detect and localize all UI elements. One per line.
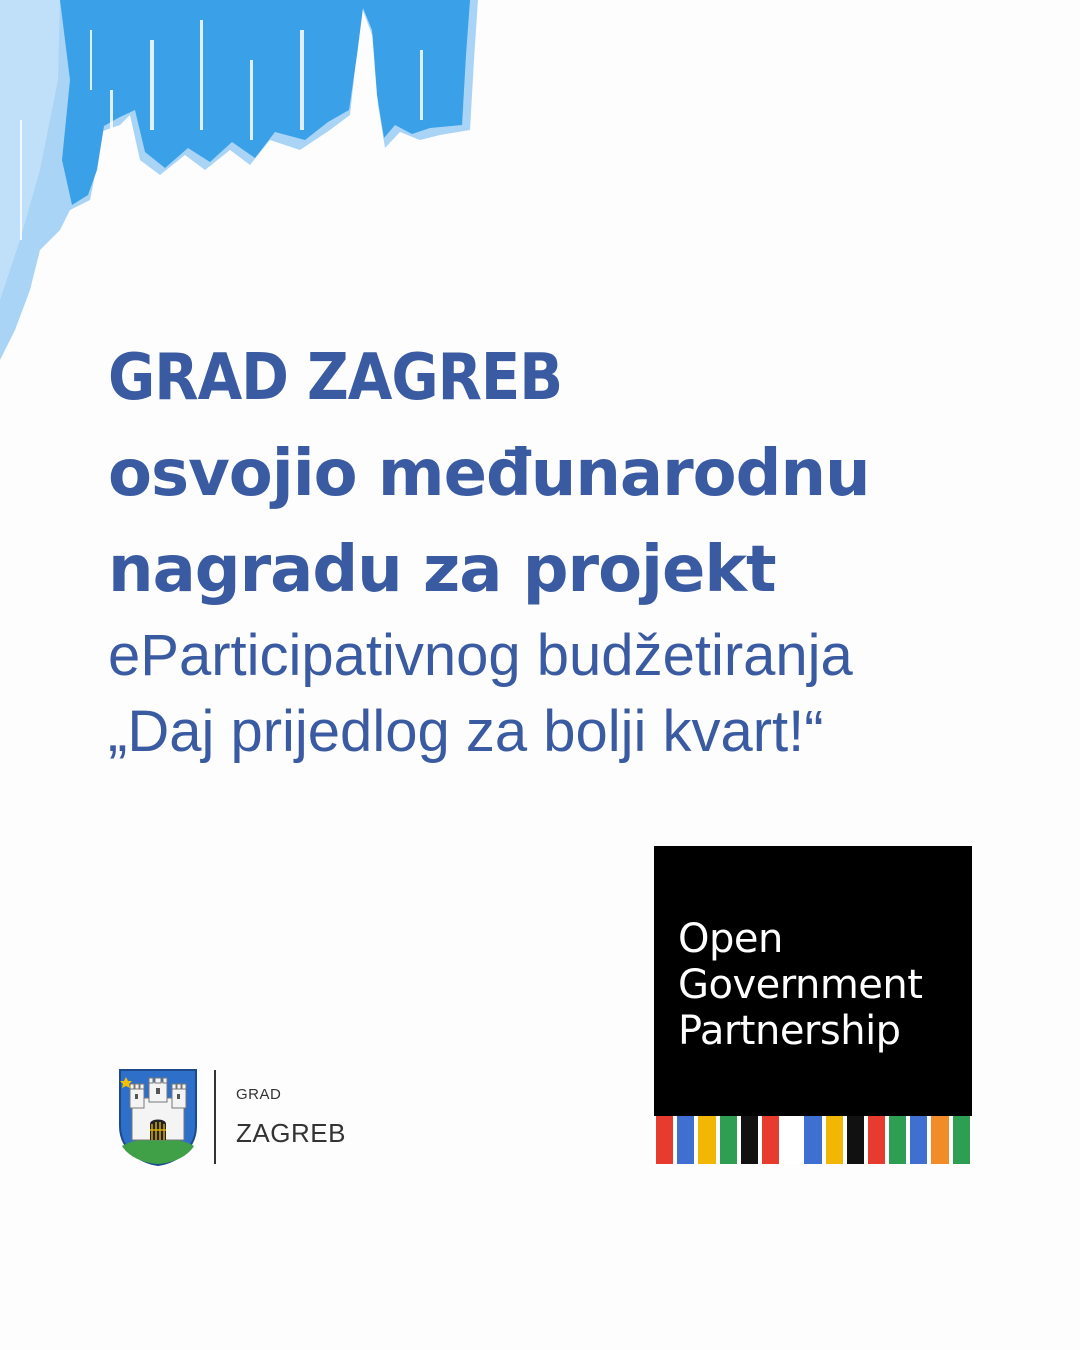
ogp-stripe [910,1116,927,1164]
logo-divider [214,1070,216,1164]
zagreb-coat-of-arms-icon [118,1068,198,1166]
city-of-zagreb-logo [118,1068,378,1168]
headline-line-3: nagradu za projekt [108,533,776,607]
city-logo-big-text: ZAGREB [236,1118,346,1148]
ogp-logo-line-1: Open [678,916,783,962]
ogp-stripe [953,1116,970,1164]
headline-line-2: osvojio međunarodnu [108,437,870,511]
ogp-stripe [847,1116,864,1164]
ogp-stripe [741,1116,758,1164]
ogp-logo-stripes [654,1116,972,1164]
headline-line-5: „Daj prijedlog za bolji kvart!“ [108,699,824,764]
ogp-stripe [931,1116,948,1164]
ogp-logo-text [678,916,922,1054]
ogp-stripe [762,1116,779,1164]
ogp-stripe [804,1116,821,1164]
headline-title: GRAD ZAGREB [108,341,563,415]
ogp-stripe [677,1116,694,1164]
ogp-logo [654,846,972,1164]
ogp-stripe [698,1116,715,1164]
brush-cityscape-decoration [0,0,480,380]
ogp-stripe [720,1116,737,1164]
ogp-logo-line-2: Government [678,962,923,1008]
ogp-stripe [783,1116,800,1164]
ogp-stripe [868,1116,885,1164]
city-logo-small-text: GRAD [236,1086,282,1103]
ogp-stripe [656,1116,673,1164]
ogp-logo-line-3: Partnership [678,1008,901,1054]
headline-line-4: eParticipativnog budžetiranja [108,623,853,688]
ogp-stripe [826,1116,843,1164]
ogp-stripe [889,1116,906,1164]
headline [108,330,1008,770]
